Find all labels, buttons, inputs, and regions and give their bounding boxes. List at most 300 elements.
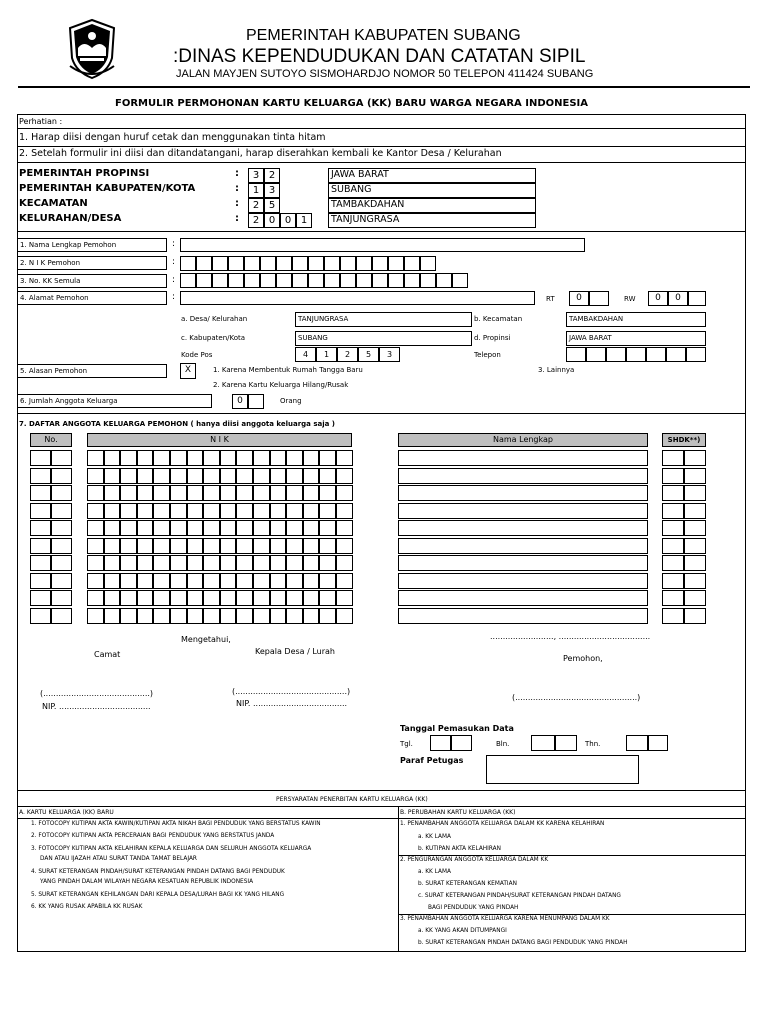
nik-cell[interactable] xyxy=(270,485,287,501)
nik-cell[interactable] xyxy=(170,450,187,466)
nik-cell[interactable] xyxy=(153,538,170,554)
kk-digit[interactable] xyxy=(196,273,212,288)
nik-cell[interactable] xyxy=(187,608,204,624)
name-cell[interactable] xyxy=(398,590,648,606)
row-number-cell[interactable] xyxy=(30,450,51,466)
nik-cell[interactable] xyxy=(203,520,220,536)
row-number-cell[interactable] xyxy=(51,450,72,466)
nik-cell[interactable] xyxy=(203,485,220,501)
kodepos-digit[interactable]: 3 xyxy=(379,347,400,362)
nik-cell[interactable] xyxy=(87,538,104,554)
nik-cell[interactable] xyxy=(236,608,253,624)
nik-cell[interactable] xyxy=(120,520,137,536)
kk-digit[interactable] xyxy=(404,273,420,288)
row-number-cell[interactable] xyxy=(30,573,51,589)
nik-digit[interactable] xyxy=(212,256,228,271)
nik-cell[interactable] xyxy=(336,555,353,571)
row-number-cell[interactable] xyxy=(51,555,72,571)
nik-cell[interactable] xyxy=(137,555,154,571)
nik-cell[interactable] xyxy=(319,608,336,624)
nik-cell[interactable] xyxy=(170,485,187,501)
kk-digit[interactable] xyxy=(324,273,340,288)
row-number-cell[interactable] xyxy=(30,608,51,624)
rw-digit[interactable] xyxy=(688,291,706,306)
nik-cell[interactable] xyxy=(137,590,154,606)
nik-cell[interactable] xyxy=(187,503,204,519)
nik-cell[interactable] xyxy=(319,520,336,536)
nik-cell[interactable] xyxy=(203,573,220,589)
requirement-item: BAGI PENDUDUK YANG PINDAH xyxy=(428,905,519,911)
paraf-box[interactable] xyxy=(486,755,639,784)
nik-cell[interactable] xyxy=(104,485,121,501)
nik-cell[interactable] xyxy=(120,555,137,571)
kodepos-digit[interactable]: 2 xyxy=(337,347,358,362)
members-digit[interactable] xyxy=(248,394,264,409)
name-cell[interactable] xyxy=(398,450,648,466)
shdk-cell[interactable] xyxy=(684,555,706,571)
shdk-cell[interactable] xyxy=(662,590,684,606)
entry-bln-label: Bln. xyxy=(496,740,510,748)
nik-cell[interactable] xyxy=(236,590,253,606)
nik-cell[interactable] xyxy=(303,608,320,624)
nik-cell[interactable] xyxy=(153,555,170,571)
nik-cell[interactable] xyxy=(336,485,353,501)
nik-digit[interactable] xyxy=(420,256,436,271)
name-cell[interactable] xyxy=(398,485,648,501)
nik-cell[interactable] xyxy=(220,608,237,624)
nik-cell[interactable] xyxy=(170,608,187,624)
nik-cell[interactable] xyxy=(120,503,137,519)
nik-cell[interactable] xyxy=(253,538,270,554)
nik-cell[interactable] xyxy=(170,590,187,606)
nik-cell[interactable] xyxy=(270,590,287,606)
nik-cell[interactable] xyxy=(286,450,303,466)
kk-digit[interactable] xyxy=(340,273,356,288)
nik-cell[interactable] xyxy=(270,520,287,536)
nik-digit[interactable] xyxy=(404,256,420,271)
name-cell[interactable] xyxy=(398,520,648,536)
nik-cell[interactable] xyxy=(137,520,154,536)
nik-cell[interactable] xyxy=(286,538,303,554)
rw-digit[interactable]: 0 xyxy=(668,291,688,306)
nik-cell[interactable] xyxy=(104,520,121,536)
colon: : xyxy=(172,275,176,285)
requirement-item: 6. KK YANG RUSAK APABILA KK RUSAK xyxy=(31,904,143,910)
region-code-digit[interactable]: 0 xyxy=(264,213,280,228)
nik-cell[interactable] xyxy=(336,590,353,606)
kk-digit[interactable] xyxy=(276,273,292,288)
nik-cell[interactable] xyxy=(286,573,303,589)
region-code-digit[interactable]: 1 xyxy=(296,213,312,228)
kk-digit[interactable] xyxy=(308,273,324,288)
nik-cell[interactable] xyxy=(336,503,353,519)
nik-cell[interactable] xyxy=(286,590,303,606)
nik-cell[interactable] xyxy=(87,503,104,519)
nik-cell[interactable] xyxy=(187,590,204,606)
nik-cell[interactable] xyxy=(303,555,320,571)
nik-cell[interactable] xyxy=(319,590,336,606)
name-cell[interactable] xyxy=(398,573,648,589)
nik-cell[interactable] xyxy=(336,573,353,589)
name-cell[interactable] xyxy=(398,608,648,624)
entry-bln-input[interactable] xyxy=(531,735,555,751)
nik-cell[interactable] xyxy=(203,503,220,519)
nik-cell[interactable] xyxy=(137,468,154,484)
divider xyxy=(17,231,746,232)
nik-digit[interactable] xyxy=(228,256,244,271)
shdk-cell[interactable] xyxy=(662,520,684,536)
row-number-cell[interactable] xyxy=(30,503,51,519)
region-code-digit[interactable]: 3 xyxy=(264,183,280,198)
requirement-item: b. SURAT KETERANGAN KEMATIAN xyxy=(418,881,517,887)
nik-cell[interactable] xyxy=(87,573,104,589)
notice-item-1: 1. Harap diisi dengan huruf cetak dan menggunakan tinta hitam xyxy=(19,132,326,143)
kecamatan-label: b. Kecamatan xyxy=(474,315,523,323)
telepon-digit[interactable] xyxy=(646,347,666,362)
nik-cell[interactable] xyxy=(303,485,320,501)
nik-cell[interactable] xyxy=(120,450,137,466)
nik-cell[interactable] xyxy=(253,485,270,501)
nik-cell[interactable] xyxy=(270,608,287,624)
nik-cell[interactable] xyxy=(220,590,237,606)
region-code-digit[interactable]: 5 xyxy=(264,198,280,213)
name-cell[interactable] xyxy=(398,555,648,571)
row-number-cell[interactable] xyxy=(30,468,51,484)
nik-cell[interactable] xyxy=(87,590,104,606)
colon: : xyxy=(235,183,239,194)
nik-digit[interactable] xyxy=(388,256,404,271)
row-number-cell[interactable] xyxy=(30,520,51,536)
nik-cell[interactable] xyxy=(104,590,121,606)
nik-cell[interactable] xyxy=(319,555,336,571)
entry-bln-input[interactable] xyxy=(555,735,577,751)
shdk-cell[interactable] xyxy=(684,503,706,519)
row-number-cell[interactable] xyxy=(30,485,51,501)
nik-cell[interactable] xyxy=(303,590,320,606)
nik-cell[interactable] xyxy=(87,555,104,571)
telepon-digit[interactable] xyxy=(686,347,706,362)
nik-cell[interactable] xyxy=(303,468,320,484)
region-code-digit[interactable]: 1 xyxy=(248,183,264,198)
nik-cell[interactable] xyxy=(220,538,237,554)
nik-cell[interactable] xyxy=(303,520,320,536)
rt-digit[interactable]: 0 xyxy=(569,291,589,306)
entry-tgl-input[interactable] xyxy=(451,735,472,751)
telepon-digit[interactable] xyxy=(606,347,626,362)
name-cell[interactable] xyxy=(398,468,648,484)
nik-cell[interactable] xyxy=(319,503,336,519)
nik-digit[interactable] xyxy=(244,256,260,271)
nik-cell[interactable] xyxy=(220,485,237,501)
nik-cell[interactable] xyxy=(203,608,220,624)
rt-digit[interactable] xyxy=(589,291,609,306)
row-number-cell[interactable] xyxy=(51,608,72,624)
row-number-cell[interactable] xyxy=(51,590,72,606)
nik-cell[interactable] xyxy=(253,520,270,536)
nik-cell[interactable] xyxy=(336,608,353,624)
row-number-cell[interactable] xyxy=(30,555,51,571)
name-cell[interactable] xyxy=(398,503,648,519)
nik-cell[interactable] xyxy=(87,608,104,624)
nik-cell[interactable] xyxy=(220,555,237,571)
nik-cell[interactable] xyxy=(270,538,287,554)
address-input[interactable] xyxy=(180,291,535,305)
nik-cell[interactable] xyxy=(236,485,253,501)
nik-cell[interactable] xyxy=(153,468,170,484)
nik-cell[interactable] xyxy=(153,503,170,519)
nik-cell[interactable] xyxy=(220,450,237,466)
requirement-item: b. SURAT KETERANGAN PINDAH DATANG BAGI PENDUDUK YANG PINDAH xyxy=(418,940,628,946)
nik-cell[interactable] xyxy=(187,468,204,484)
nik-cell[interactable] xyxy=(220,520,237,536)
nik-cell[interactable] xyxy=(236,555,253,571)
shdk-cell[interactable] xyxy=(662,485,684,501)
shdk-cell[interactable] xyxy=(662,608,684,624)
kk-digit[interactable] xyxy=(212,273,228,288)
nik-cell[interactable] xyxy=(286,503,303,519)
kk-digit[interactable] xyxy=(372,273,388,288)
shdk-cell[interactable] xyxy=(662,503,684,519)
nik-digit[interactable] xyxy=(260,256,276,271)
nik-cell[interactable] xyxy=(236,538,253,554)
nik-cell[interactable] xyxy=(303,573,320,589)
row-number-cell[interactable] xyxy=(51,538,72,554)
nik-cell[interactable] xyxy=(286,555,303,571)
shdk-cell[interactable] xyxy=(662,468,684,484)
nik-cell[interactable] xyxy=(286,485,303,501)
nik-cell[interactable] xyxy=(253,608,270,624)
nik-cell[interactable] xyxy=(253,450,270,466)
name-input[interactable] xyxy=(180,238,585,252)
nik-cell[interactable] xyxy=(203,450,220,466)
nik-cell[interactable] xyxy=(120,590,137,606)
divider xyxy=(398,818,746,819)
nik-cell[interactable] xyxy=(303,538,320,554)
region-label: PEMERINTAH PROPINSI xyxy=(19,168,150,179)
nik-cell[interactable] xyxy=(137,573,154,589)
nik-cell[interactable] xyxy=(153,450,170,466)
row-number-cell[interactable] xyxy=(30,538,51,554)
nik-cell[interactable] xyxy=(137,450,154,466)
desa-label: a. Desa/ Kelurahan xyxy=(181,315,248,323)
kk-digit[interactable] xyxy=(436,273,452,288)
nik-cell[interactable] xyxy=(253,573,270,589)
kk-label: 3. No. KK Semula xyxy=(20,277,81,285)
nik-digit[interactable] xyxy=(180,256,196,271)
nik-cell[interactable] xyxy=(236,450,253,466)
nik-cell[interactable] xyxy=(170,555,187,571)
nik-cell[interactable] xyxy=(203,468,220,484)
nik-cell[interactable] xyxy=(319,538,336,554)
shdk-cell[interactable] xyxy=(684,468,706,484)
nik-cell[interactable] xyxy=(236,503,253,519)
nik-cell[interactable] xyxy=(270,573,287,589)
nik-cell[interactable] xyxy=(303,503,320,519)
members-digit[interactable]: 0 xyxy=(232,394,248,409)
nik-digit[interactable] xyxy=(276,256,292,271)
nik-cell[interactable] xyxy=(253,590,270,606)
nik-cell[interactable] xyxy=(153,608,170,624)
shdk-cell[interactable] xyxy=(684,450,706,466)
region-code-digit[interactable]: 0 xyxy=(280,213,296,228)
shdk-cell[interactable] xyxy=(662,538,684,554)
shdk-cell[interactable] xyxy=(684,608,706,624)
nik-cell[interactable] xyxy=(336,468,353,484)
nik-cell[interactable] xyxy=(286,608,303,624)
nik-cell[interactable] xyxy=(286,520,303,536)
kk-digit[interactable] xyxy=(356,273,372,288)
nik-cell[interactable] xyxy=(104,538,121,554)
nik-cell[interactable] xyxy=(120,485,137,501)
nik-cell[interactable] xyxy=(236,520,253,536)
nik-cell[interactable] xyxy=(253,555,270,571)
shdk-cell[interactable] xyxy=(684,590,706,606)
nik-cell[interactable] xyxy=(336,538,353,554)
shdk-cell[interactable] xyxy=(662,573,684,589)
nik-cell[interactable] xyxy=(270,503,287,519)
nik-digit[interactable] xyxy=(324,256,340,271)
kk-digit[interactable] xyxy=(180,273,196,288)
kk-digit[interactable] xyxy=(292,273,308,288)
nik-cell[interactable] xyxy=(104,468,121,484)
shdk-cell[interactable] xyxy=(662,450,684,466)
telepon-digit[interactable] xyxy=(666,347,686,362)
nik-cell[interactable] xyxy=(87,468,104,484)
region-label: KECAMATAN xyxy=(19,198,88,209)
shdk-cell[interactable] xyxy=(684,485,706,501)
nik-cell[interactable] xyxy=(153,520,170,536)
nik-cell[interactable] xyxy=(253,503,270,519)
nik-cell[interactable] xyxy=(319,450,336,466)
nik-digit[interactable] xyxy=(292,256,308,271)
kodepos-digit[interactable]: 5 xyxy=(358,347,379,362)
nik-cell[interactable] xyxy=(270,450,287,466)
kodepos-digit[interactable]: 4 xyxy=(295,347,316,362)
nik-cell[interactable] xyxy=(187,555,204,571)
nik-cell[interactable] xyxy=(104,573,121,589)
nik-cell[interactable] xyxy=(104,503,121,519)
telepon-digit[interactable] xyxy=(586,347,606,362)
nik-cell[interactable] xyxy=(87,450,104,466)
row-number-cell[interactable] xyxy=(51,503,72,519)
nik-cell[interactable] xyxy=(170,520,187,536)
telepon-digit[interactable] xyxy=(626,347,646,362)
nik-cell[interactable] xyxy=(319,573,336,589)
nik-cell[interactable] xyxy=(220,573,237,589)
nik-cell[interactable] xyxy=(137,608,154,624)
reason-checkbox[interactable]: X xyxy=(180,363,196,379)
nik-cell[interactable] xyxy=(203,538,220,554)
nik-cell[interactable] xyxy=(319,468,336,484)
nik-cell[interactable] xyxy=(319,485,336,501)
row-number-cell[interactable] xyxy=(30,590,51,606)
nik-cell[interactable] xyxy=(270,468,287,484)
nik-cell[interactable] xyxy=(220,503,237,519)
nik-cell[interactable] xyxy=(120,468,137,484)
region-code-digit[interactable]: 2 xyxy=(248,198,264,213)
shdk-cell[interactable] xyxy=(684,538,706,554)
nik-digit[interactable] xyxy=(340,256,356,271)
colon: : xyxy=(172,239,176,249)
region-code-digit[interactable]: 2 xyxy=(264,168,280,183)
nik-cell[interactable] xyxy=(236,468,253,484)
nik-cell[interactable] xyxy=(153,573,170,589)
nik-cell[interactable] xyxy=(187,485,204,501)
reason-label: 5. Alasan Pemohon xyxy=(20,367,88,375)
nik-cell[interactable] xyxy=(236,573,253,589)
nik-cell[interactable] xyxy=(153,590,170,606)
nik-cell[interactable] xyxy=(336,520,353,536)
nik-cell[interactable] xyxy=(170,503,187,519)
nik-cell[interactable] xyxy=(104,608,121,624)
nik-digit[interactable] xyxy=(196,256,212,271)
nik-cell[interactable] xyxy=(270,555,287,571)
nik-digit[interactable] xyxy=(372,256,388,271)
nik-cell[interactable] xyxy=(187,538,204,554)
nik-cell[interactable] xyxy=(137,503,154,519)
nik-cell[interactable] xyxy=(187,520,204,536)
region-code-digit[interactable]: 3 xyxy=(248,168,264,183)
kk-digit[interactable] xyxy=(452,273,468,288)
entry-thn-input[interactable] xyxy=(648,735,668,751)
nik-cell[interactable] xyxy=(87,520,104,536)
kk-digit[interactable] xyxy=(244,273,260,288)
nik-cell[interactable] xyxy=(253,468,270,484)
nik-cell[interactable] xyxy=(104,450,121,466)
shdk-cell[interactable] xyxy=(684,573,706,589)
kk-digit[interactable] xyxy=(260,273,276,288)
nik-cell[interactable] xyxy=(137,538,154,554)
row-number-cell[interactable] xyxy=(51,485,72,501)
nik-cell[interactable] xyxy=(104,555,121,571)
kk-digit[interactable] xyxy=(228,273,244,288)
kk-digit[interactable] xyxy=(388,273,404,288)
nik-digit[interactable] xyxy=(308,256,324,271)
nik-cell[interactable] xyxy=(336,450,353,466)
nik-cell[interactable] xyxy=(137,485,154,501)
nik-cell[interactable] xyxy=(187,450,204,466)
row-number-cell[interactable] xyxy=(51,520,72,536)
nik-cell[interactable] xyxy=(303,450,320,466)
kodepos-digit[interactable]: 1 xyxy=(316,347,337,362)
shdk-cell[interactable] xyxy=(684,520,706,536)
nik-cell[interactable] xyxy=(120,538,137,554)
row-number-cell[interactable] xyxy=(51,573,72,589)
name-cell[interactable] xyxy=(398,538,648,554)
nik-cell[interactable] xyxy=(120,573,137,589)
nik-digit[interactable] xyxy=(356,256,372,271)
kk-digit[interactable] xyxy=(420,273,436,288)
row-number-cell[interactable] xyxy=(51,468,72,484)
nik-cell[interactable] xyxy=(187,573,204,589)
entry-tgl-input[interactable] xyxy=(430,735,451,751)
entry-thn-input[interactable] xyxy=(626,735,648,751)
rw-digit[interactable]: 0 xyxy=(648,291,668,306)
region-code-digit[interactable]: 2 xyxy=(248,213,264,228)
nik-cell[interactable] xyxy=(170,468,187,484)
nik-cell[interactable] xyxy=(170,573,187,589)
nik-cell[interactable] xyxy=(203,590,220,606)
nik-cell[interactable] xyxy=(153,485,170,501)
nik-cell[interactable] xyxy=(120,608,137,624)
nik-cell[interactable] xyxy=(87,485,104,501)
shdk-cell[interactable] xyxy=(662,555,684,571)
nik-cell[interactable] xyxy=(170,538,187,554)
telepon-digit[interactable] xyxy=(566,347,586,362)
nik-cell[interactable] xyxy=(203,555,220,571)
nik-cell[interactable] xyxy=(286,468,303,484)
nik-cell[interactable] xyxy=(220,468,237,484)
